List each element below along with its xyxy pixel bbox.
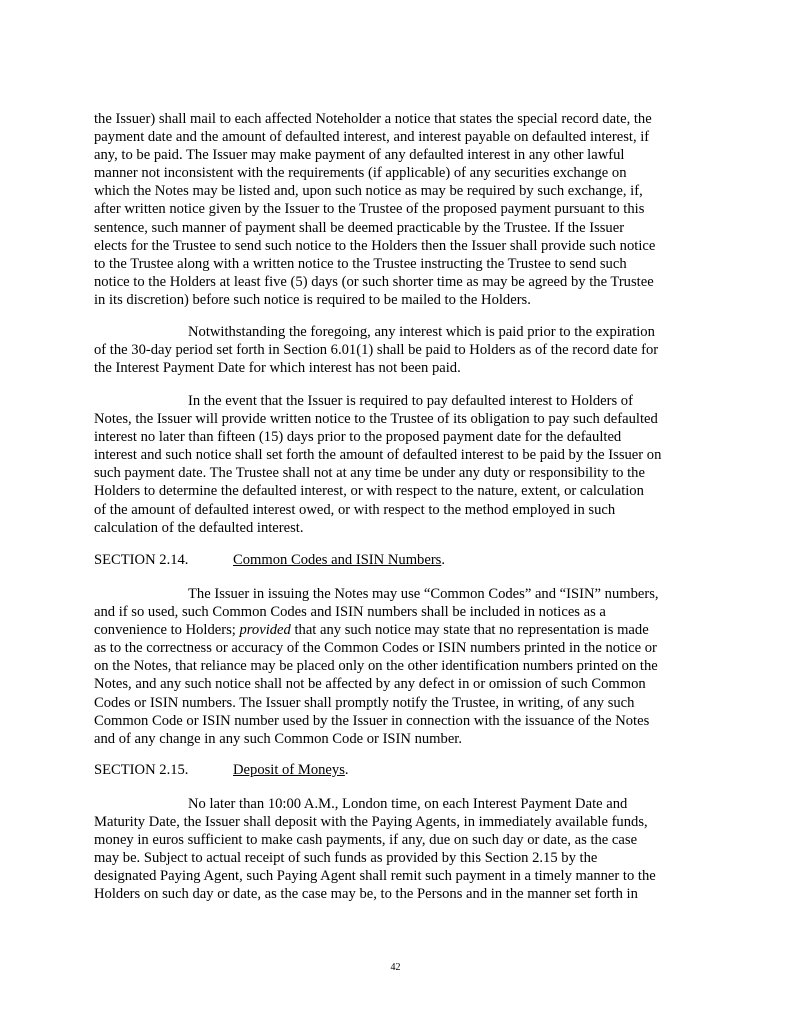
text-line: Notes, the Issuer will provide written notice to the Trustee of its obligation to pay such defaulted <box>94 411 658 428</box>
page-number: 42 <box>390 962 401 973</box>
text-line: any, to be paid. The Issuer may make payment of any defaulted interest in any other lawful <box>94 147 625 164</box>
text-line: In the event that the Issuer is required to pay defaulted interest to Holders of <box>188 393 633 409</box>
text-line: Common Code or ISIN number used by the Issuer in connection with the issuance of the Notes <box>94 712 650 729</box>
section-title: Common Codes and ISIN Numbers <box>233 552 442 568</box>
text-line: Maturity Date, the Issuer shall deposit with the Paying Agents, in immediately available funds, <box>94 814 648 831</box>
text-line: Notes, and any such notice shall not be affected by any defect in or omission of such Common <box>94 676 646 693</box>
paragraph-trustee-notice <box>94 392 700 537</box>
text-line <box>94 621 700 639</box>
section-heading-2-14 <box>94 551 445 569</box>
text-line: calculation of the defaulted interest. <box>94 519 304 536</box>
paragraph-notwithstanding <box>94 323 700 377</box>
paragraph-defaulted-interest-notice <box>94 110 700 309</box>
paragraph-deposit-of-moneys <box>94 795 700 904</box>
text-line: elects for the Trustee to send such notice to the Holders then the Issuer shall provide such notice <box>94 237 656 254</box>
text-line: such payment date. The Trustee shall not at any time be under any duty or responsibility to the <box>94 465 645 482</box>
text-line: Holders on such day or date, as the case may be, to the Persons and in the manner set forth in <box>94 886 638 903</box>
text-line: No later than 10:00 A.M., London time, on each Interest Payment Date and <box>188 796 628 812</box>
text-line: designated Paying Agent, such Paying Agent shall remit such payment in a timely manner to the <box>94 868 656 885</box>
text-line: in its discretion) before such notice is required to be mailed to the Holders. <box>94 291 531 308</box>
text-line: Holders to determine the defaulted interest, or with respect to the nature, extent, or calculation <box>94 483 644 500</box>
text-line: as to the correctness or accuracy of the Common Codes or ISIN numbers printed in the notice or <box>94 640 657 657</box>
text-line: The Issuer in issuing the Notes may use “Common Codes” and “ISIN” numbers, <box>188 586 659 602</box>
text-line: Notwithstanding the foregoing, any interest which is paid prior to the expiration <box>188 324 655 340</box>
text-line: and of any change in any such Common Code or ISIN number. <box>94 730 463 747</box>
text-line: Codes or ISIN numbers. The Issuer shall promptly notify the Trustee, in writing, of any such <box>94 694 635 711</box>
text-line: after written notice given by the Issuer to the Trustee of the proposed payment pursuant to this <box>94 201 645 218</box>
text-line: which the Notes may be listed and, upon such notice as may be required by such exchange, if, <box>94 183 643 200</box>
section-number: SECTION 2.14. <box>94 552 189 568</box>
text-line: manner not inconsistent with the requirements (if applicable) of any securities exchange on <box>94 165 627 182</box>
text-line: and if so used, such Common Codes and ISIN numbers shall be included in notices as a <box>94 604 606 621</box>
text-line: of the amount of defaulted interest owed, or with respect to the method employed in such <box>94 501 616 518</box>
text-line: the Interest Payment Date for which interest has not been paid. <box>94 360 461 377</box>
text-run: that any such notice may state that no representation is made <box>290 622 649 639</box>
italic-term: provided <box>239 622 291 639</box>
section-number: SECTION 2.15. <box>94 762 189 778</box>
text-line: payment date and the amount of defaulted interest, and interest payable on defaulted interest, if <box>94 129 650 146</box>
paragraph-common-codes <box>94 585 700 748</box>
text-line: to the Trustee along with a written notice to the Trustee instructing the Trustee to send such <box>94 255 627 272</box>
section-title-period: . <box>344 762 349 778</box>
text-line: interest no later than fifteen (15) days prior to the proposed payment date for the defaulted <box>94 429 622 446</box>
text-line: on the Notes, that reliance may be placed only on the other identification numbers printed on the <box>94 658 658 675</box>
section-title-period: . <box>441 552 446 568</box>
text-line: notice to the Holders at least five (5) days (or such shorter time as may be agreed by the Trustee <box>94 273 654 290</box>
text-run: convenience to Holders; <box>94 622 240 639</box>
text-line: money in euros sufficient to make cash payments, if any, due on such day or date, as the case <box>94 832 638 849</box>
text-line: of the 30-day period set forth in Section 6.01(1) shall be paid to Holders as of the record date for <box>94 342 659 359</box>
text-line: sentence, such manner of payment shall be deemed practicable by the Trustee. If the Issuer <box>94 219 625 236</box>
text-line: may be. Subject to actual receipt of such funds as provided by this Section 2.15 by the <box>94 850 598 867</box>
section-heading-2-15 <box>94 761 349 779</box>
section-title: Deposit of Moneys <box>233 762 345 778</box>
text-line: interest and such notice shall set forth the amount of defaulted interest to be paid by the Issuer on <box>94 447 662 464</box>
text-line: the Issuer) shall mail to each affected Noteholder a notice that states the special record date, the <box>94 111 652 127</box>
